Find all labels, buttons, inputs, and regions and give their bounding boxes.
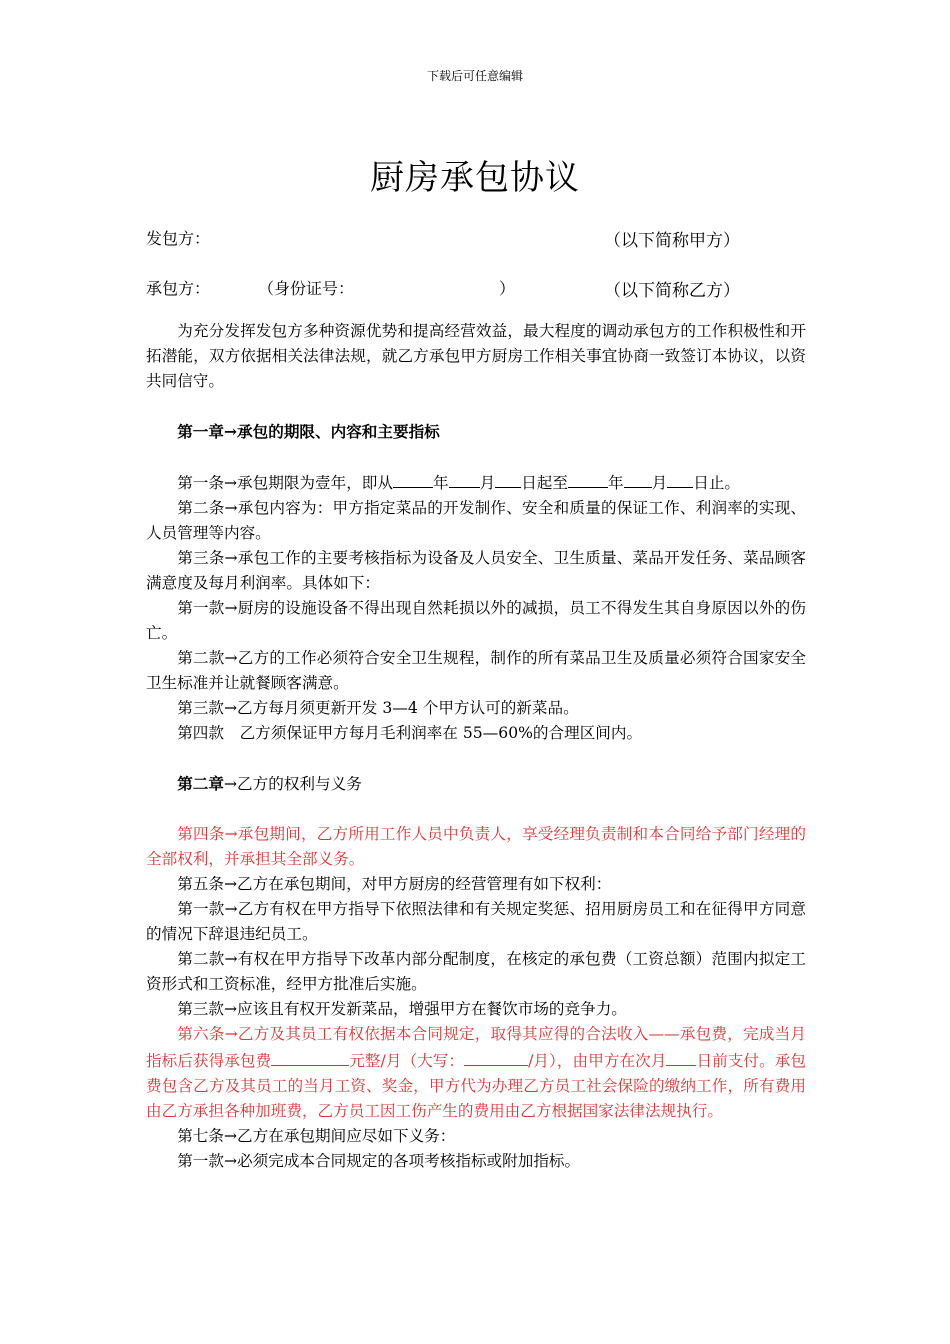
contractor-line <box>146 276 806 300</box>
article-3-clause-3: 第三款→乙方每月须更新开发 3—4 个甲方认可的新菜品。 <box>177 699 579 717</box>
article-3-clause-2: 第二款→乙方的工作必须符合安全卫生规程，制作的所有菜品卫生及质量必须符合国家安全卫生标准并让就餐顾客满意。 <box>146 649 806 692</box>
article-5-clause-2: 第二款→有权在甲方指导下改革内部分配制度，在核定的承包费（工资总额）范围内拟定工资形式和工资标准，经甲方批准后实施。 <box>146 950 806 993</box>
contractor-id-close: ） <box>499 279 516 298</box>
employer-line <box>146 226 806 250</box>
article-3: 第三条→承包工作的主要考核指标为设备及人员安全、卫生质量、菜品开发任务、菜品顾客满意度及每月利润率。具体如下： <box>146 549 806 592</box>
chapter2-heading: 第二章→乙方的权利与义务 <box>177 774 362 793</box>
article-3-clause-4: 第四款 乙方须保证甲方每月毛利润率在 55—60%的合理区间内。 <box>177 724 643 742</box>
employer-alias: （以下简称甲方） <box>604 231 740 251</box>
article-1: 第一条→承包期限为壹年，即从 年 月 日起至 年 月 日止。 <box>146 469 806 496</box>
chapter1-heading: 第一章→承包的期限、内容和主要指标 <box>177 422 440 441</box>
article-3-clause-1: 第一款→厨房的设施设备不得出现自然耗损以外的减损，员工不得发生其自身原因以外的伤亡。 <box>146 599 806 642</box>
contract-body <box>146 319 806 1174</box>
article-6: 第六条→乙方及其员工有权依据本合同规定，取得其应得的合法收入——承包费，完成当月指标后获得承包费 元整/月（大写： /月），由甲方在次月 日前支付。承包费包含乙方及其员工的当月工资、奖金，甲方代为办理乙方员工社会保险的缴纳工作，所有费用由乙方承担各种加班费，乙方员工因工伤产生的费用由乙方根据国家法律法规执行。 <box>146 1025 806 1120</box>
contractor-alias: （以下简称乙方） <box>604 281 740 301</box>
intro-paragraph: 为充分发挥发包方多种资源优势和提高经营效益，最大程度的调动承包方的工作积极性和开拓潜能，双方依据相关法律法规，就乙方承包甲方厨房工作相关事宜协商一致签订本协议，以资共同信守。 <box>146 322 806 390</box>
article-2: 第二条→承包内容为：甲方指定菜品的开发制作、安全和质量的保证工作、利润率的实现、人员管理等内容。 <box>146 499 806 542</box>
contractor-id-label: （身份证号： <box>258 279 355 298</box>
contractor-label: 承包方： <box>146 279 211 298</box>
article-4: 第四条→承包期间，乙方所用工作人员中负责人，享受经理负责制和本合同给予部门经理的全部权利，并承担其全部义务。 <box>146 825 806 868</box>
header-note: 下载后可任意编辑 <box>426 69 523 83</box>
article-5-clause-1: 第一款→乙方有权在甲方指导下依照法律和有关规定奖惩、招用厨房员工和在征得甲方同意的情况下辞退违纪员工。 <box>146 900 806 943</box>
article-7: 第七条→乙方在承包期间应尽如下义务： <box>177 1127 456 1145</box>
employer-label: 发包方： <box>146 229 211 248</box>
article-7-clause-1: 第一款→必须完成本合同规定的各项考核指标或附加指标。 <box>177 1152 581 1170</box>
article-5-clause-3: 第三款→应该且有权开发新菜品，增强甲方在餐饮市场的竞争力。 <box>177 1000 627 1018</box>
document-title: 厨房承包协议 <box>370 158 580 198</box>
article-5: 第五条→乙方在承包期间，对甲方厨房的经营管理有如下权利： <box>177 875 612 893</box>
